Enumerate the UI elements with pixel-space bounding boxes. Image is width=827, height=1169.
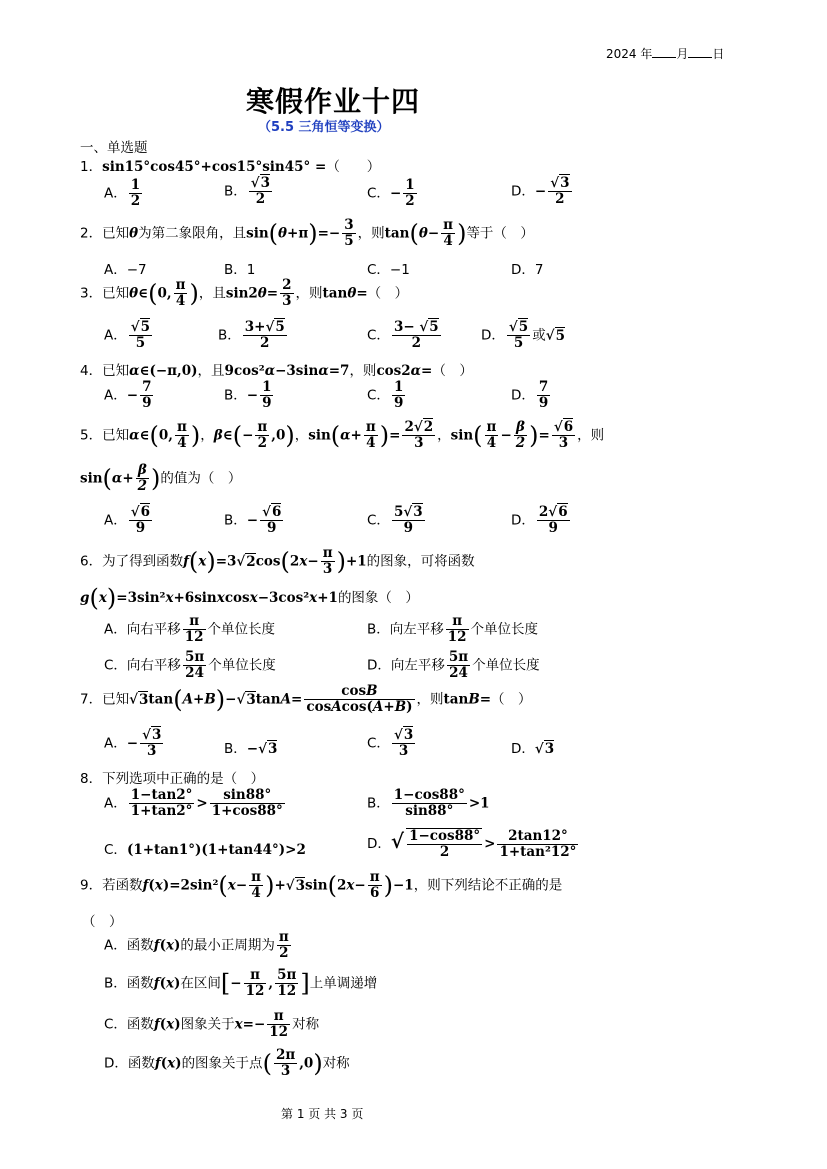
q1-option-d: D．− $\frac{√3}{2}$ — [511, 175, 570, 207]
q3-option-c: C． $\frac{3- √5}{2}$ — [367, 319, 439, 351]
q5-option-c: C． $\frac{5√3}{9}$ — [367, 504, 423, 536]
q8-option-b: B． $\frac{1-\cos 88^\circ}{\sin 88^\circ}$ >1 — [367, 787, 490, 819]
question-5-line2: sin(α+ $\frac{\beta}{2}$ )的值为（ ） — [80, 462, 242, 494]
q9-option-d: D．函数f(x)的图象关于点( $\frac{2\pi}{3}$ ,0)对称 — [104, 1047, 350, 1079]
question-2: 2．已知θ为第二象限角，且sin(θ+π)=− $\frac{3}{5}$ ，则tan(θ− $\frac{\pi}{4}$ )等于（ ） — [80, 217, 534, 249]
date-line — [606, 45, 724, 62]
year-label: 2024 年 — [606, 47, 653, 61]
q4-option-d: D． $\frac{7}{9}$ — [511, 379, 549, 411]
question-1: 1．sin15°cos45°+cos15°sin45° =（ ） — [80, 159, 381, 175]
q1-option-a: A． $\frac{1}{2}$ — [104, 177, 141, 209]
q1-option-b: B． $\frac{√3}{2}$ — [224, 175, 271, 207]
q2-option-c: C．−1 — [367, 262, 410, 278]
q7-option-a: A．− $\frac{√3}{3}$ — [104, 727, 162, 759]
question-4: 4．已知α∈(−π,0)，且9cos²α−3sinα=7，则cos2α=（ ） — [80, 363, 473, 379]
q7-option-c: C． $\frac{√3}{3}$ — [367, 727, 414, 759]
q3-option-b: B． $\frac{3+√5}{2}$ — [218, 319, 285, 351]
q8-option-a: A． $\frac{1-\tan 2^\circ}{1+\tan 2^\circ}$ > $\frac{\sin 88^\circ}{1+\cos 88^\circ}$ — [104, 787, 283, 819]
question-8: 8．下列选项中正确的是（ ） — [80, 771, 265, 787]
question-9-paren: （ ） — [82, 914, 123, 930]
q5-option-b: B．− $\frac{√6}{9}$ — [224, 504, 282, 536]
question-5: 5．已知α∈(0, $\frac{\pi}{4}$ )，β∈(− $\frac{\pi}{2}$ ,0)，sin(α+ $\frac{\pi}{4}$ )= $\frac{2√2}{3}$ ，sin( $\frac{\pi}{4}$ − $\frac{\beta}{2}$ )= $\frac{√6}{3}$ ，则 — [80, 419, 605, 451]
q4-option-c: C． $\frac{1}{9}$ — [367, 379, 404, 411]
page-footer: 第 1 页 共 3 页 — [281, 1107, 364, 1121]
q6-option-b: B．向左平移 $\frac{\pi}{12}$ 个单位长度 — [367, 613, 539, 645]
q2-option-b: B．1 — [224, 262, 256, 278]
question-6: 6．为了得到函数f(x)=3√2cos(2x− $\frac{\pi}{3}$ )+1的图象，可将函数 — [80, 545, 475, 577]
day-label: 日 — [712, 47, 725, 61]
question-3: 3．已知θ∈(0, $\frac{\pi}{4}$ )，且sin2θ= $\frac{2}{3}$ ，则tanθ=（ ） — [80, 277, 409, 309]
q6-option-d: D．向左平移 $\frac{5\pi}{24}$ 个单位长度 — [367, 649, 540, 681]
q9-option-b: B．函数f(x)在区间[− $\frac{\pi}{12}$ , $\frac{5\pi}{12}$ ]上单调递增 — [104, 967, 378, 999]
q4-option-b: B．− $\frac{1}{9}$ — [224, 379, 272, 411]
q2-option-d: D．7 — [511, 262, 544, 278]
q5-option-a: A． $\frac{√6}{9}$ — [104, 504, 151, 536]
q3-option-a: A． $\frac{√5}{5}$ — [104, 319, 151, 351]
q8-option-c: C．(1+tan1°)(1+tan44°)>2 — [104, 842, 306, 858]
question-6-line2: g(x)=3sin²x+6sinxcosx−3cos²x+1的图象（ ） — [80, 584, 419, 612]
month-label: 月 — [676, 47, 689, 61]
question-7: 7．已知√3tan(A+B)−√3tanA= $\frac{\cos B}{\text{cosAcos(A+B)}}$ ，则tanB=（ ） — [80, 683, 532, 715]
q6-option-c: C．向右平移 $\frac{5\pi}{24}$ 个单位长度 — [104, 649, 276, 681]
q8-option-d: D．√ $\frac{1-\cos 88^\circ}{2}$ > $\frac{2\tan 12^\circ}{\text{1+tan²12°}}$ — [367, 827, 577, 860]
q9-option-c: C．函数f(x)图象关于x=− $\frac{\pi}{12}$ 对称 — [104, 1008, 320, 1040]
q4-option-a: A．− $\frac{7}{9}$ — [104, 379, 152, 411]
q6-option-a: A．向右平移 $\frac{\pi}{12}$ 个单位长度 — [104, 613, 276, 645]
page-subtitle: （5.5 三角恒等变换） — [258, 120, 390, 135]
q1-option-c: C．− $\frac{1}{2}$ — [367, 177, 415, 209]
q7-option-d: D．√3 — [511, 741, 555, 757]
q7-option-b: B．−√3 — [224, 741, 278, 757]
question-9: 9．若函数f(x)=2sin²(x− $\frac{\pi}{4}$ )+√3sin(2x− $\frac{\pi}{6}$ )−1，则下列结论不正确的是 — [80, 869, 563, 901]
section-heading: 一、单选题 — [80, 140, 148, 156]
q3-option-d: D． $\frac{√5}{5}$ 或√5 — [481, 319, 565, 351]
q9-option-a: A．函数f(x)的最小正周期为 $\frac{\pi}{2}$ — [104, 929, 289, 961]
page-title: 寒假作业十四 — [246, 85, 421, 118]
q2-option-a: A．−7 — [104, 262, 147, 278]
q5-option-d: D． $\frac{2√6}{9}$ — [511, 504, 568, 536]
